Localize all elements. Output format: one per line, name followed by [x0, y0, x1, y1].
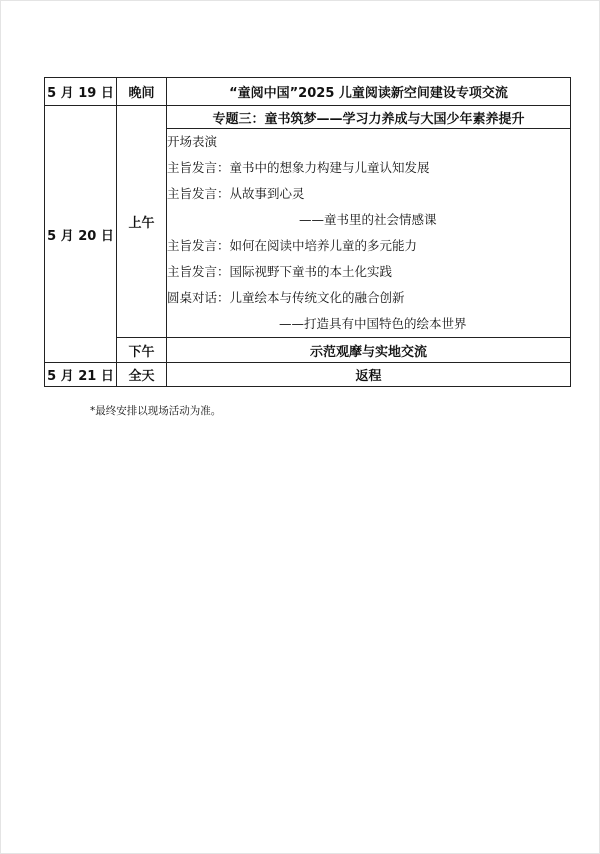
date-cell: 5 月 20 日	[45, 106, 117, 363]
agenda-subtitle: ——打造具有中国特色的绘本世界	[279, 316, 467, 331]
date-cell: 5 月 19 日	[45, 78, 117, 106]
agenda-item: 圆桌对话：儿童绘本与传统文化的融合创新	[167, 290, 405, 305]
table-row	[45, 338, 571, 363]
footnote: *最终安排以现场活动为准。	[90, 405, 222, 417]
period-cell: 下午	[117, 338, 167, 363]
schedule-table	[44, 77, 571, 387]
table-row	[45, 106, 571, 129]
date-cell: 5 月 21 日	[45, 363, 117, 387]
topic-title: 专题三：童书筑梦——学习力养成与大国少年素养提升	[167, 106, 571, 129]
agenda-item: 主旨发言：国际视野下童书的本土化实践	[167, 264, 393, 279]
session-cell: 示范观摩与实地交流	[167, 338, 571, 363]
agenda-item: 主旨发言：从故事到心灵	[167, 186, 305, 201]
agenda-item: 开场表演	[167, 134, 218, 149]
session-cell: 返程	[167, 363, 571, 387]
agenda-subtitle: ——童书里的社会情感课	[299, 212, 437, 227]
table-row	[45, 78, 571, 106]
agenda-item: 主旨发言：童书中的想象力构建与儿童认知发展	[167, 160, 430, 175]
period-cell: 全天	[117, 363, 167, 387]
table-row	[45, 363, 571, 387]
period-cell: 上午	[117, 106, 167, 338]
session-cell: “童阅中国”2025 儿童阅读新空间建设专项交流	[167, 78, 571, 106]
period-cell: 晚间	[117, 78, 167, 106]
agenda-item: 主旨发言：如何在阅读中培养儿童的多元能力	[167, 238, 418, 253]
agenda-list	[167, 129, 571, 338]
